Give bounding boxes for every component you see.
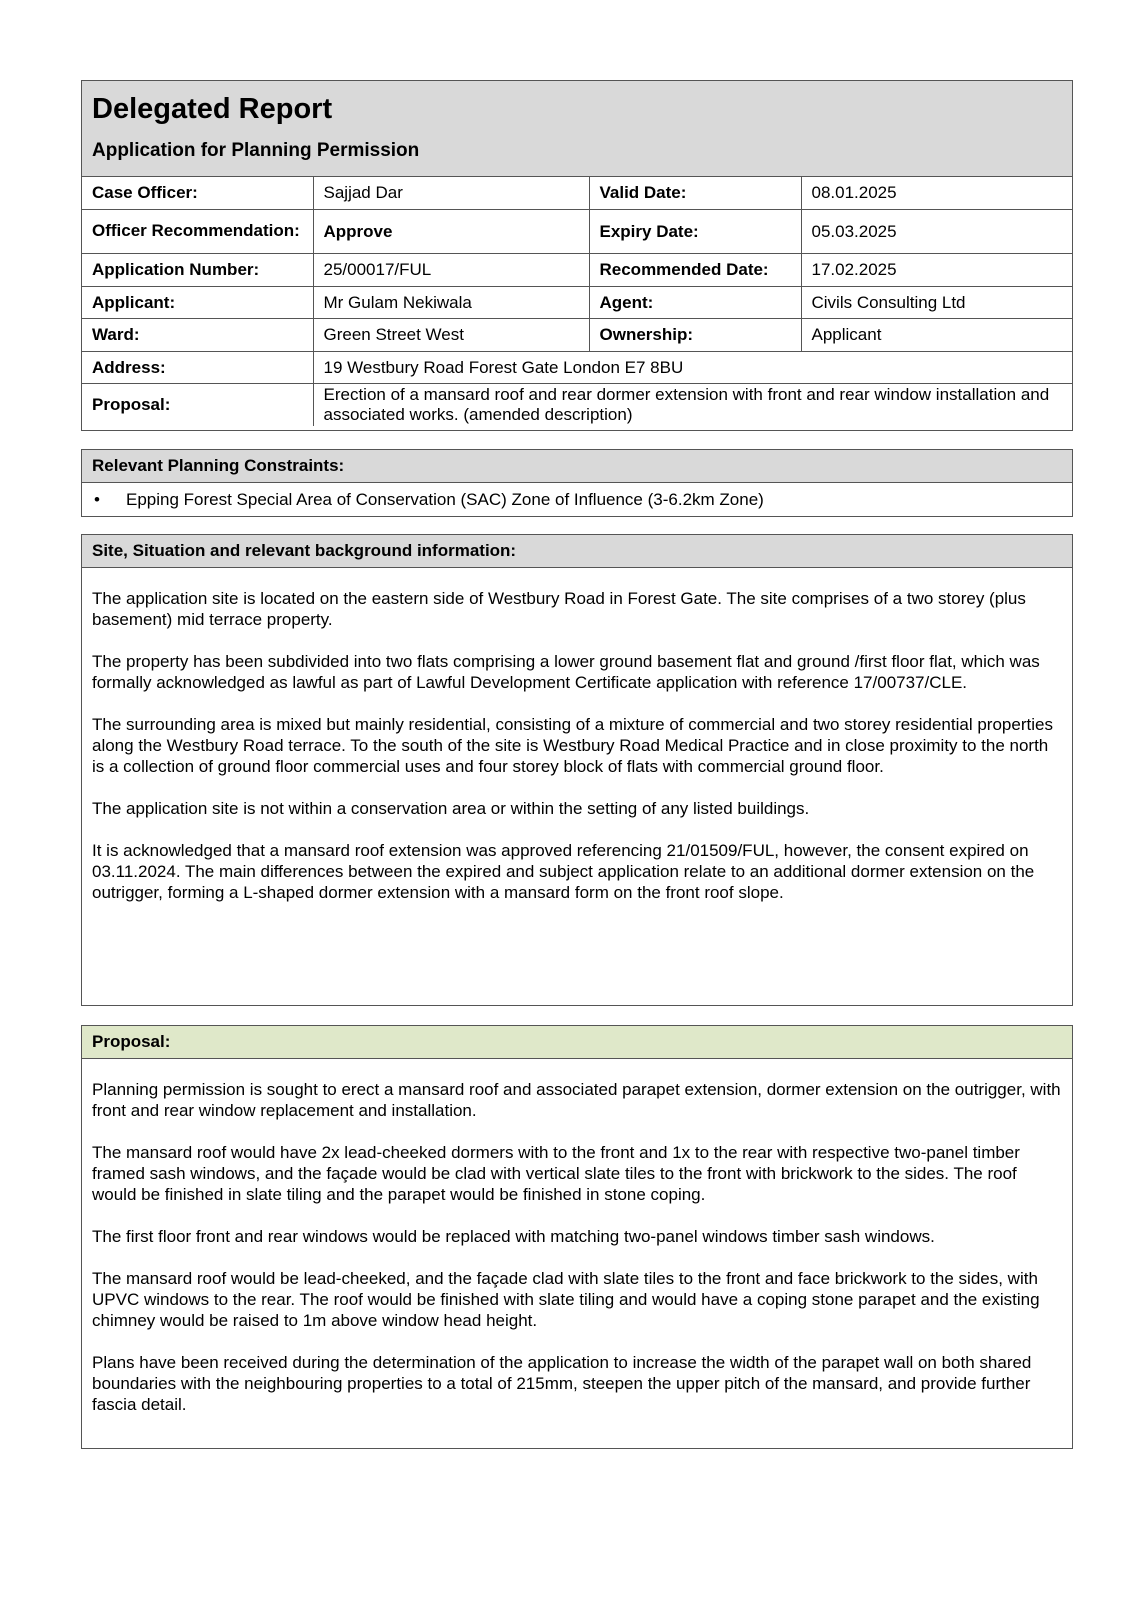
- constraints-block: [81, 449, 1073, 517]
- site-paragraph: It is acknowledged that a mansard roof extension was approved referencing 21/01509/FUL, however, the consent expired on 03.11.2024. The main differences between the expired and subject application relate to an additional dormer extension on the outrigger, forming a L-shaped dormer extension with a mansard form on the front roof slope.: [92, 841, 1035, 902]
- table-row: [82, 177, 1072, 209]
- officer-recommendation-label: Officer Recommendation:: [82, 209, 313, 253]
- site-paragraph: The application site is located on the eastern side of Westbury Road in Forest Gate. The site comprises of a two storey (plus basement) mid terrace property.: [92, 589, 1026, 629]
- report-subtitle: Application for Planning Permission: [92, 140, 420, 161]
- table-row: [82, 253, 1072, 286]
- proposal-value: Erection of a mansard roof and rear dormer extension with front and rear window installation and associated works. (amended description): [323, 384, 1050, 424]
- constraints-heading: Relevant Planning Constraints:: [82, 450, 1072, 483]
- proposal-label: Proposal:: [82, 383, 313, 426]
- constraint-item: Epping Forest Special Area of Conservation (SAC) Zone of Influence (3-6.2km Zone): [126, 490, 764, 509]
- site-paragraph: The property has been subdivided into two flats comprising a lower ground basement flat and ground /first floor flat, which was formally acknowledged as lawful as part of Lawful Development Certificate application with reference 17/00737/CLE.: [92, 652, 1040, 692]
- case-officer-value: Sajjad Dar: [313, 177, 589, 209]
- report-header-block: [81, 80, 1073, 431]
- applicant-label: Applicant:: [82, 286, 313, 318]
- table-row: [82, 383, 1072, 426]
- case-officer-label: Case Officer:: [82, 177, 313, 209]
- applicant-value: Mr Gulam Nekiwala: [313, 286, 589, 318]
- proposal-paragraph: Plans have been received during the determination of the application to increase the width of the parapet wall on both shared boundaries with the neighbouring properties to a total of 215mm, steepen the upper pitch of the mansard, and provide further fascia detail.: [92, 1353, 1032, 1414]
- site-paragraph: The application site is not within a conservation area or within the setting of any listed buildings.: [92, 799, 810, 818]
- ward-value: Green Street West: [313, 318, 589, 351]
- application-number-value: 25/00017/FUL: [313, 253, 589, 286]
- report-title: Delegated Report: [92, 93, 333, 125]
- recommended-date-value: 17.02.2025: [801, 253, 1072, 286]
- address-value: 19 Westbury Road Forest Gate London E7 8BU: [313, 351, 1072, 383]
- site-heading: Site, Situation and relevant background information:: [82, 535, 1072, 568]
- valid-date-value: 08.01.2025: [801, 177, 1072, 209]
- proposal-heading: Proposal:: [82, 1026, 1072, 1059]
- agent-value: Civils Consulting Ltd: [801, 286, 1072, 318]
- bullet-icon: •: [94, 490, 100, 509]
- report-header: [82, 81, 1072, 177]
- table-row: [82, 286, 1072, 318]
- officer-recommendation-value: Approve: [313, 209, 589, 253]
- application-number-label: Application Number:: [82, 253, 313, 286]
- ownership-label: Ownership:: [589, 318, 801, 351]
- address-label: Address:: [82, 351, 313, 383]
- application-details-table: [82, 177, 1072, 426]
- site-block: [81, 534, 1073, 1006]
- proposal-paragraph: The mansard roof would have 2x lead-cheeked dormers with to the front and 1x to the rear with respective two-panel timber framed sash windows, and the façade would be clad with vertical slate tiles to the front with brickwork to the sides. The roof would be finished in slate tiling and the parapet would be finished in stone coping.: [92, 1143, 1020, 1204]
- site-body: [82, 568, 1072, 903]
- list-item: [82, 483, 1072, 516]
- table-row: [82, 351, 1072, 383]
- table-row: [82, 209, 1072, 253]
- valid-date-label: Valid Date:: [589, 177, 801, 209]
- ward-label: Ward:: [82, 318, 313, 351]
- proposal-paragraph: The first floor front and rear windows would be replaced with matching two-panel windows timber sash windows.: [92, 1227, 935, 1246]
- proposal-paragraph: The mansard roof would be lead-cheeked, and the façade clad with slate tiles to the front and face brickwork to the sides, with UPVC windows to the rear. The roof would be finished with slate tiling and would have a coping stone parapet and the existing chimney would be raised to 1m above window head height.: [92, 1269, 1040, 1330]
- expiry-date-value: 05.03.2025: [801, 209, 1072, 253]
- proposal-body: [82, 1059, 1072, 1415]
- proposal-block: [81, 1025, 1073, 1449]
- agent-label: Agent:: [589, 286, 801, 318]
- table-row: [82, 318, 1072, 351]
- recommended-date-label: Recommended Date:: [589, 253, 801, 286]
- ownership-value: Applicant: [801, 318, 1072, 351]
- proposal-paragraph: Planning permission is sought to erect a mansard roof and associated parapet extension, dormer extension on the outrigger, with front and rear window replacement and installation.: [92, 1080, 1061, 1120]
- expiry-date-label: Expiry Date:: [589, 209, 801, 253]
- site-paragraph: The surrounding area is mixed but mainly residential, consisting of a mixture of commercial and two storey residential properties along the Westbury Road terrace. To the south of the site is Westbury Road Medical Practice and in close proximity to the north is a collection of ground floor commercial uses and four storey block of flats with commercial ground floor.: [92, 715, 1053, 776]
